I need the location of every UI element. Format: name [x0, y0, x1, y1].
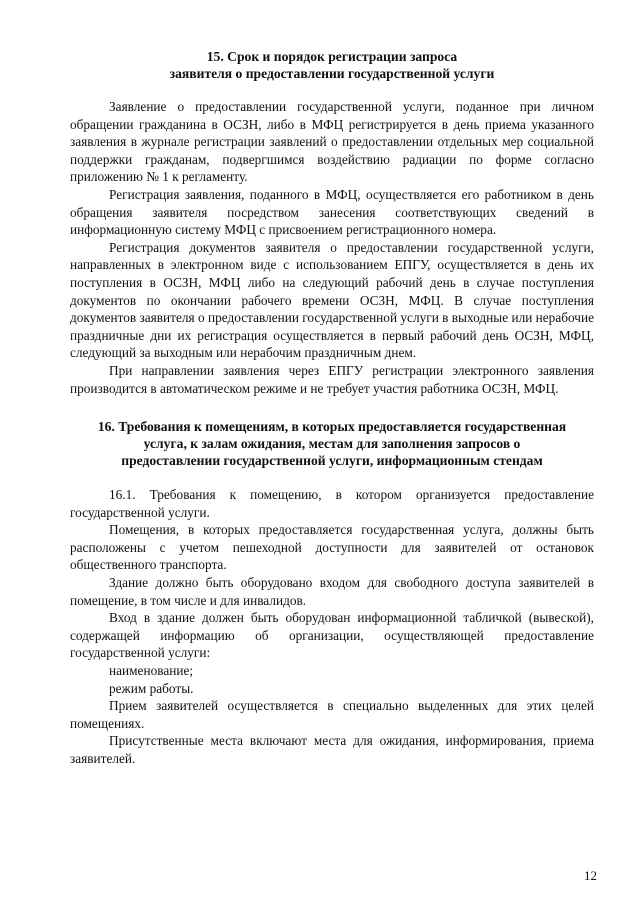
paragraph: Регистрация заявления, поданного в МФЦ, осуществляется его работником в день обращения заявителя посредством занесения соответствующих сведений в информационную систему МФЦ с присвоением регистрационного номера.: [70, 186, 594, 238]
section-16-body: [70, 486, 594, 768]
paragraph: Вход в здание должен быть оборудован информационной табличкой (вывеской), содержащей информацию об организации, осуществляющей предоставление государственной услуги:: [70, 610, 594, 661]
list-item: режим работы.: [109, 680, 194, 696]
paragraph: Здание должно быть оборудовано входом для свободного доступа заявителей в помещение, в том числе и для инвалидов.: [70, 575, 594, 608]
section-15-title-line-2: заявителя о предоставлении государственной услуги: [169, 66, 495, 81]
paragraph: Помещения, в которых предоставляется государственная услуга, должны быть расположены с учетом пешеходной доступности для заявителей от остановок общественного транспорта.: [70, 522, 594, 573]
section-16-title-line-2: услуга, к залам ожидания, местам для заполнения запросов о: [143, 436, 521, 452]
paragraph: При направлении заявления через ЕПГУ регистрации электронного заявления производится в автоматическом режиме и не требует участия работника ОСЗН, МФЦ.: [70, 362, 594, 396]
page-number: 12: [584, 868, 597, 883]
paragraph: Регистрация документов заявителя о предоставлении государственной услуги, направленных в электронном виде с использованием ЕПГУ, осуществляется в день их поступления в ОСЗН, МФЦ либо на следующий рабочий день в случае поступления документов по окончании рабочего времени ОСЗН, МФЦ. В случае поступления документов заявителя о предоставлении государственной услуги в выходные или нерабочие праздничные дни их регистрация осуществляется в первый рабочий день ОСЗН, МФЦ, следующий за выходным или нерабочим праздничным днем.: [70, 239, 594, 361]
paragraph: Прием заявителей осуществляется в специально выделенных для этих целей помещениях.: [70, 698, 594, 731]
section-15-body: [70, 98, 594, 397]
list-item: наименование;: [109, 663, 194, 679]
section-15-title-line-1: 15. Срок и порядок регистрации запроса: [206, 49, 458, 64]
section-16-title-line-1: 16. Требования к помещениям, в которых предоставляется государственная: [97, 419, 567, 435]
section-15-heading: [70, 48, 594, 82]
section-16-heading: [70, 418, 594, 469]
paragraph: 16.1. Требования к помещению, в котором организуется предоставление государственной услуги.: [70, 487, 594, 520]
paragraph: Присутственные места включают места для ожидания, информирования, приема заявителей.: [70, 733, 594, 766]
paragraph: Заявление о предоставлении государственной услуги, поданное при личном обращении гражданина в ОСЗН, либо в МФЦ регистрируется в день приема указанного заявления в журнале регистрации заявлений о предоставлении отдельных мер социальной поддержки гражданам, подвергшимся воздействию радиации по форме согласно приложению № 1 к регламенту.: [70, 99, 594, 185]
document-page: [70, 48, 594, 768]
section-16-title-line-3: предоставлении государственной услуги, информационным стендам: [121, 453, 543, 469]
